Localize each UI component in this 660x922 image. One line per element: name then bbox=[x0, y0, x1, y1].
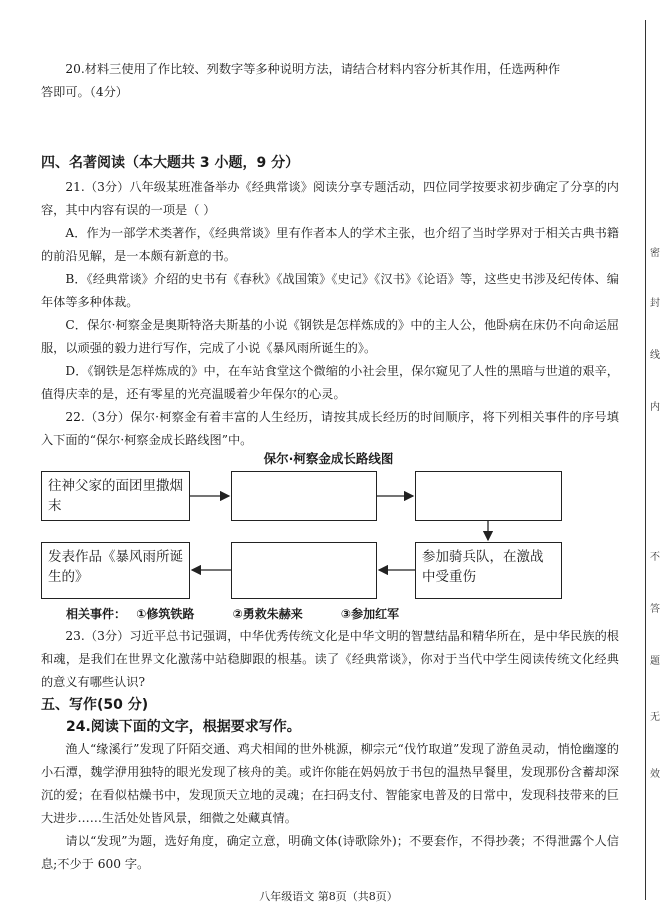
q20-line2: 答即可。（4分） bbox=[41, 85, 128, 99]
q21-option-b: B．《经典常谈》介绍的史书有《春秋》《战国策》《史记》《汉书》《论语》等，这些史书涉及纪传体、编年体等多种体裁。 bbox=[41, 272, 619, 309]
route-box-4: 参加骑兵队，在激战中受重伤 bbox=[415, 542, 562, 599]
q22-stem: 22.（3分）保尔·柯察金有着丰富的人生经历，请按其成长经历的时间顺序，将下列相关事件的序号填入下面的“保尔·柯察金成长路线图”中。 bbox=[41, 410, 619, 447]
writing-prompt-para2: 请以“发现”为题，选好角度，确定立意，明确文体(诗歌除外)；不要套作，不得抄袭；不得泄露个人信息;不少于 600 字。 bbox=[41, 834, 619, 871]
q21-option-d: D．《钢铁是怎样炼成的》中，在车站食堂这个微缩的小社会里，保尔窥见了人性的黑暗与世道的艰辛，值得庆幸的是，还有零星的光亮温暖着少年保尔的心灵。 bbox=[41, 364, 619, 401]
seal-char-5: 不 bbox=[650, 552, 660, 563]
events-label: 相关事件： bbox=[66, 607, 127, 621]
seal-char-4: 内 bbox=[650, 402, 660, 413]
event-1: ①修筑铁路 bbox=[136, 607, 195, 621]
seal-char-3: 线 bbox=[650, 350, 660, 361]
writing-prompt-para1: 渔人“缘溪行”发现了阡陌交通、鸡犬相闻的世外桃源，柳宗元“伐竹取道”发现了游鱼灵动，悄怆幽邃的小石潭，魏学洢用独特的眼光发现了核舟的美。或许你能在妈妈放于书包的温热早餐里，发现那份含蓄却深沉的爱；在看似枯燥书中，发现顶天立地的灵魂；在扫码支付、智能家电普及的日常中，发现科技带来的巨大进步……生活处处皆风景，细微之处藏真情。 bbox=[41, 742, 619, 825]
event-3: ③参加红军 bbox=[340, 607, 400, 621]
section5-heading: 五、写作(50 分) bbox=[41, 697, 149, 713]
route-box-1: 往神父家的面团里撒烟末 bbox=[41, 471, 190, 521]
q24-heading: 24.阅读下面的文字，根据要求写作。 bbox=[66, 719, 301, 735]
q21-stem: 21.（3分）八年级某班准备举办《经典常谈》阅读分享专题活动，四位同学按要求初步确定了分享的内容，其中内容有误的一项是（ ） bbox=[41, 180, 619, 217]
page-footer: 八年级语文 第8页（共8页） bbox=[259, 890, 398, 903]
seal-line bbox=[645, 20, 646, 900]
seal-char-7: 题 bbox=[650, 656, 660, 667]
event-2: ②勇救朱赫来 bbox=[232, 607, 303, 621]
route-chart-title: 保尔·柯察金成长路线图 bbox=[263, 451, 394, 466]
q21-option-c: C．保尔·柯察金是奥斯特洛夫斯基的小说《钢铁是怎样炼成的》中的主人公，他卧病在床仍不向命运屈服，以顽强的毅力进行写作，完成了小说《暴风雨所诞生的》。 bbox=[41, 318, 619, 355]
seal-char-1: 密 bbox=[650, 248, 660, 259]
route-box-6: 发表作品《暴风雨所诞生的》 bbox=[41, 542, 190, 599]
seal-char-6: 答 bbox=[650, 604, 660, 615]
seal-char-9: 效 bbox=[650, 769, 660, 780]
q20-line1: 20.材料三使用了作比较、列数字等多种说明方法，请结合材料内容分析其作用，任选两种作 bbox=[65, 62, 561, 76]
related-events bbox=[66, 605, 399, 622]
q23-text: 23.（3分）习近平总书记强调，中华优秀传统文化是中华文明的智慧结晶和精华所在，是中华民族的根和魂，是我们在世界文化激荡中站稳脚跟的根基。读了《经典常谈》，你对于当代中学生阅读传统文化经典的意义有哪些认识? bbox=[41, 629, 619, 689]
seal-char-2: 封 bbox=[650, 298, 660, 309]
section4-heading: 四、名著阅读（本大题共 3 小题，9 分） bbox=[41, 155, 300, 171]
q21-option-a: A．作为一部学术类著作，《经典常谈》里有作者本人的学术主张，也介绍了当时学界对于相关古典书籍的前沿见解，是一本颇有新意的书。 bbox=[41, 226, 619, 263]
seal-char-8: 无 bbox=[650, 712, 660, 723]
